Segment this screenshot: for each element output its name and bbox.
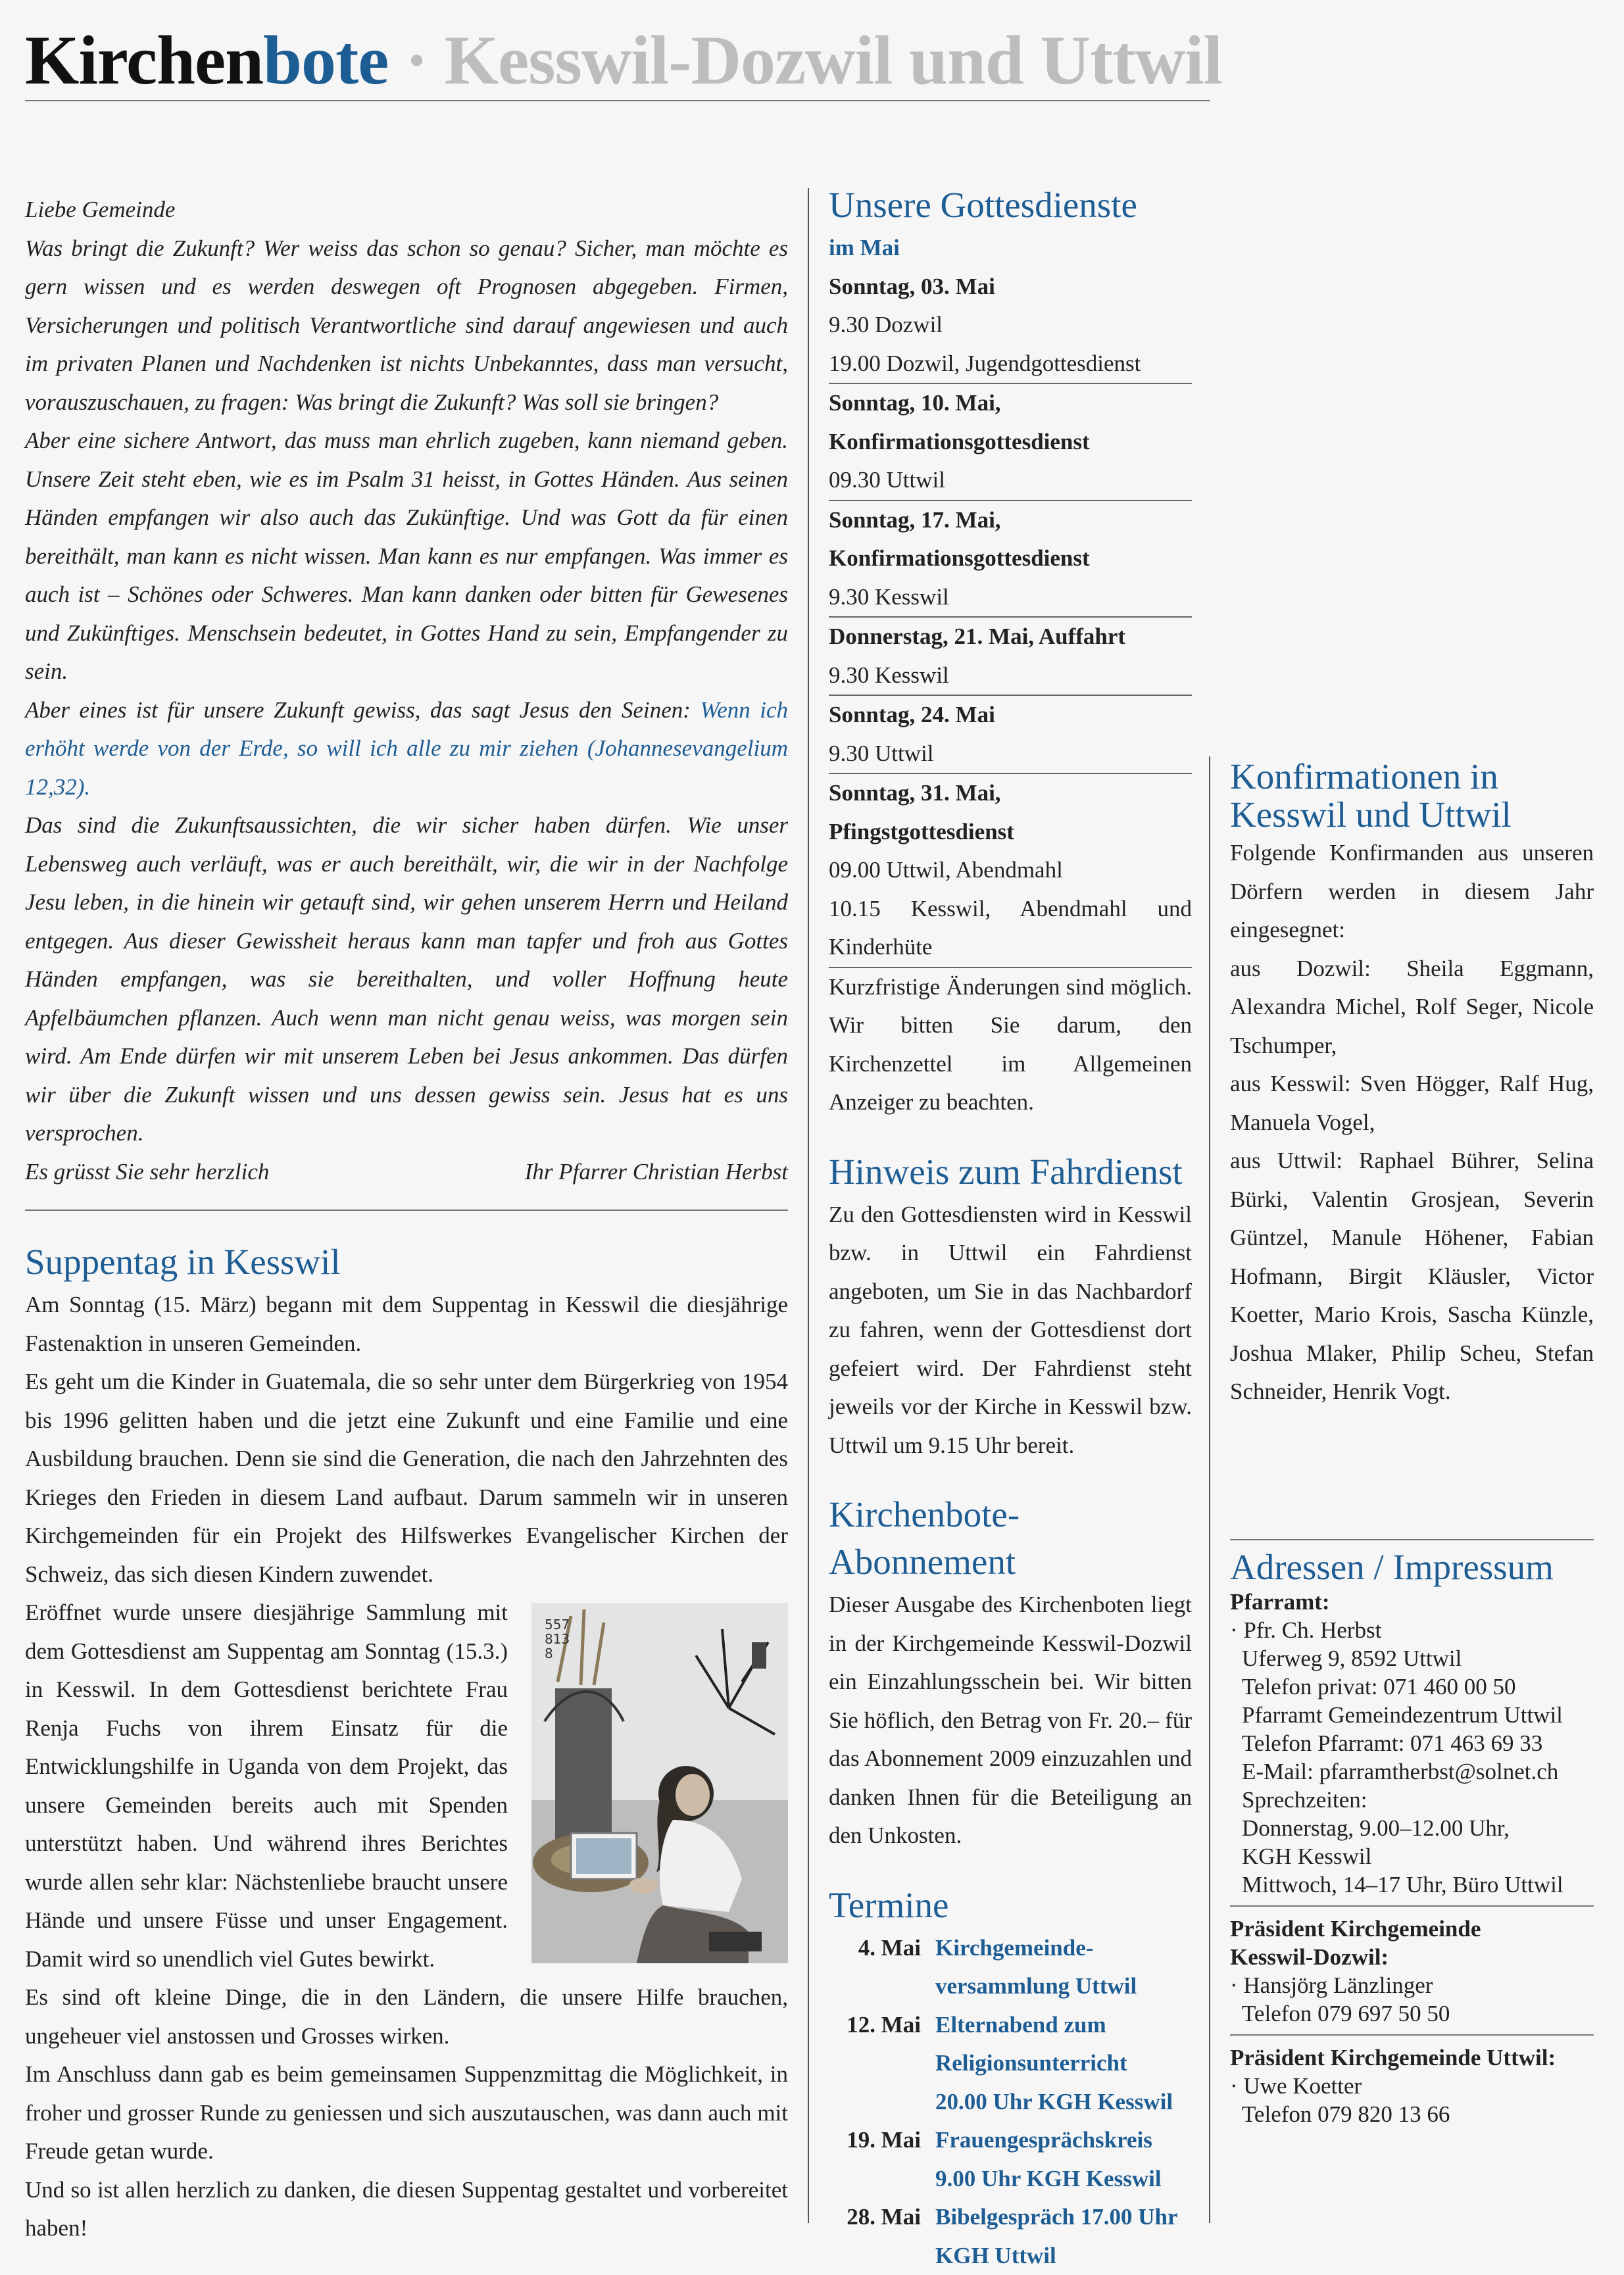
section-divider xyxy=(25,1210,788,1211)
letter-quote-intro: Aber eines ist für unsere Zukunft gewiss, das sagt Jesus den Seinen: xyxy=(25,697,700,723)
service-date: Donnerstag, 21. Mai, Auffahrt xyxy=(829,618,1192,656)
letter-paragraph-2: Aber eine sichere Antwort, das muss man ehrlich zugeben, kann niemand geben. Unsere Zeit steht eben, wie es im Psalm 31 heisst, in Gottes Händen. Aus seinen Händen empfangen wir also auch das Zukünftige. Und was Gott da für einen bereithält, man kann es nicht wissen. Man kann es nur empfangen. Was immer es auch ist – Schönes oder Schweres. Man kann danken oder bitten für Gewesenes und Zukünftiges. Menschsein bedeutet, in Gottes Hand zu sein, Empfangender zu sein. xyxy=(25,422,788,691)
konfirmationen-section xyxy=(1230,758,1594,1411)
service-date: Sonntag, 24. Mai xyxy=(829,696,1192,735)
termin-item xyxy=(829,2198,1192,2275)
service-date: Sonntag, 31. Mai, xyxy=(829,774,1192,813)
termin-line: versammlung Uttwil xyxy=(935,1967,1192,2006)
konfirmanden-kesswil: aus Kesswil: Sven Högger, Ralf Hug, Manuela Vogel, xyxy=(1230,1065,1594,1142)
termin-line: KGH Uttwil xyxy=(935,2237,1192,2275)
termine-section xyxy=(829,1882,1192,2275)
service-line: 10.15 Kesswil, Abendmahl und Kinderhüte xyxy=(829,890,1192,967)
konfirmanden-uttwil: aus Uttwil: Raphael Bührer, Selina Bürki, Valentin Grosjean, Severin Güntzel, Manule Höhener, Fabian Hofmann, Birgit Kläusler, Victor Koetter, Mario Krois, Sascha Künzle, Joshua Mlaker, Philip Scheu, Stefan Schneider, Henrik Vogt. xyxy=(1230,1142,1594,1411)
service-line: 9.30 Dozwil xyxy=(829,306,1192,345)
termin-line: Bibelgespräch 17.00 Uhr xyxy=(935,2198,1192,2237)
letter-salutation: Liebe Gemeinde xyxy=(25,191,788,230)
suppentag-heading: Suppentag in Kesswil xyxy=(25,1238,788,1286)
termin-date: 19. Mai xyxy=(829,2121,935,2198)
service-date: Sonntag, 03. Mai xyxy=(829,268,1192,306)
service-item xyxy=(829,774,1192,968)
service-line: 09.00 Uttwil, Abendmahl xyxy=(829,851,1192,890)
pfarramt-email: E-Mail: pfarramtherbst@solnet.ch xyxy=(1230,1757,1594,1786)
photo-woman-laptop xyxy=(531,1603,788,1963)
konfirmationen-heading-line-2: Kesswil und Uttwil xyxy=(1230,795,1512,835)
service-date: Sonntag, 10. Mai, xyxy=(829,384,1192,423)
photo-number-3: 8 xyxy=(545,1646,553,1661)
service-item xyxy=(829,384,1192,501)
masthead-title xyxy=(25,20,1209,101)
termin-item xyxy=(829,2121,1192,2198)
service-type: Pfingstgottesdienst xyxy=(829,813,1192,852)
suppentag-photo xyxy=(531,1603,788,1963)
termin-line: Kirchgemeinde- xyxy=(935,1929,1192,1968)
pfarramt-hours-1: Donnerstag, 9.00–12.00 Uhr, xyxy=(1230,1814,1594,1842)
service-type: Konfirmationsgottesdienst xyxy=(829,539,1192,578)
pfarramt-hours-1-place: KGH Kesswil xyxy=(1230,1842,1594,1871)
fahrdienst-heading: Hinweis zum Fahrdienst xyxy=(829,1148,1192,1196)
service-line: 9.30 Kesswil xyxy=(829,656,1192,695)
services-section xyxy=(829,182,1192,1122)
service-line: 9.30 Uttwil xyxy=(829,735,1192,773)
photo-number-2: 813 xyxy=(545,1631,570,1647)
column-middle xyxy=(829,182,1192,2275)
praesident-kd-phone: Telefon 079 697 50 50 xyxy=(1230,1999,1594,2028)
services-heading: Unsere Gottesdienste xyxy=(829,182,1192,229)
abo-section xyxy=(829,1491,1192,1855)
praesident-uttwil-label: Präsident Kirchgemeinde Uttwil: xyxy=(1230,2043,1594,2072)
masthead-bote: bote xyxy=(263,22,388,99)
termin-item xyxy=(829,1929,1192,2006)
praesident-uttwil-name: · Uwe Koetter xyxy=(1230,2072,1594,2100)
suppentag-paragraph-1: Am Sonntag (15. März) begann mit dem Suppentag in Kesswil die diesjährige Fastenaktion in unseren Gemeinden. xyxy=(25,1286,788,1363)
termin-date: 12. Mai xyxy=(829,2006,935,2122)
column-divider-2 xyxy=(1209,756,1210,2223)
suppentag-paragraph-5: Im Anschluss dann gab es beim gemeinsamen Suppenzmittag die Möglichkeit, in froher und grosser Runde zu geniessen und sich auszutauschen, was dann auch mit Freude getan wurde. xyxy=(25,2055,788,2171)
impressum-divider xyxy=(1230,1905,1594,1907)
termin-line: 9.00 Uhr KGH Kesswil xyxy=(935,2160,1192,2199)
praesident-kd-name: · Hansjörg Länzlinger xyxy=(1230,1971,1594,1999)
praesident-kd-label: Präsident Kirchgemeinde xyxy=(1230,1915,1594,1943)
pfarramt-phone-office: Telefon Pfarramt: 071 463 69 33 xyxy=(1230,1729,1594,1757)
pfarramt-phone-private: Telefon privat: 071 460 00 50 xyxy=(1230,1673,1594,1701)
impressum-heading: Adressen / Impressum xyxy=(1230,1547,1594,1588)
masthead-rule xyxy=(25,100,1210,101)
service-date: Sonntag, 17. Mai, xyxy=(829,501,1192,540)
termin-line: Elternabend zum xyxy=(935,2006,1192,2045)
column-right xyxy=(1230,758,1594,1411)
pastor-letter xyxy=(25,191,788,1191)
masthead-kirchen: Kirchen xyxy=(25,22,263,99)
masthead xyxy=(25,20,1209,101)
konfirmanden-dozwil: aus Dozwil: Sheila Eggmann, Alexandra Michel, Rolf Seger, Nicole Tschumper, xyxy=(1230,950,1594,1065)
suppentag-paragraph-4: Es sind oft kleine Dinge, die in den Ländern, die unsere Hilfe brauchen, ungeheuer viel anstossen und Grosses wirken. xyxy=(25,1978,788,2055)
impressum-content xyxy=(1230,1547,1594,2128)
column-left xyxy=(25,191,788,2248)
impressum-divider xyxy=(1230,1539,1594,1540)
pfarramt-hours-label: Sprechzeiten: xyxy=(1230,1786,1594,1814)
suppentag-section xyxy=(25,1238,788,2248)
termine-heading: Termine xyxy=(829,1882,1192,1929)
photo-number-1: 557 xyxy=(545,1617,570,1632)
service-type: Konfirmationsgottesdienst xyxy=(829,423,1192,462)
termin-event xyxy=(935,2006,1192,2122)
letter-paragraph-3 xyxy=(25,691,788,807)
termin-date: 4. Mai xyxy=(829,1929,935,2006)
termin-line: 20.00 Uhr KGH Kesswil xyxy=(935,2083,1192,2122)
suppentag-paragraph-3: Eröffnet wurde unsere diesjährige Sammlung mit dem Gottesdienst am Suppentag am Sonntag (15.3.) in Kesswil. In dem Gottesdienst berichtete Frau Renja Fuchs von ihrem Einsatz für die Entwicklungshilfe in Uganda von dem Projekt, das unsere Gemeinden bereits auch mit Spenden unterstützt haben. Und während ihres Berichtes wurde allen sehr klar: Nächstenliebe braucht unsere Hände und unsere Füsse und unser Engagement. Damit wird so unendlich viel Gutes bewirkt. xyxy=(25,1594,788,1978)
praesident-kd-label-2: Kesswil-Dozwil: xyxy=(1230,1943,1594,1971)
suppentag-paragraph-6: Und so ist allen herzlich zu danken, die diesen Suppentag gestaltet und vorbereitet haben! xyxy=(25,2171,788,2248)
pfarramt-location: Pfarramt Gemeindezentrum Uttwil xyxy=(1230,1701,1594,1729)
letter-signature: Ihr Pfarrer Christian Herbst xyxy=(525,1153,788,1192)
letter-signoff xyxy=(25,1153,788,1192)
service-item xyxy=(829,268,1192,385)
services-note: Kurzfristige Änderungen sind möglich. Wir bitten Sie darum, den Kirchenzettel im Allgemeinen Anzeiger zu beachten. xyxy=(829,968,1192,1122)
abo-heading: Kirchenbote-Abonnement xyxy=(829,1491,1192,1586)
abo-text: Dieser Ausgabe des Kirchenboten liegt in der Kirchgemeinde Kesswil-Dozwil ein Einzahlungsschein bei. Wir bitten Sie höflich, den Betrag von Fr. 20.– für das Abonnement 2009 einzuzahlen und danken Ihnen für die Beteiligung an den Unkosten. xyxy=(829,1586,1192,1855)
suppentag-paragraph-2: Es geht um die Kinder in Guatemala, die so sehr unter dem Bürgerkrieg von 1954 bis 1996 gelitten haben und die jetzt eine Zukunft und eine Familie und eine Ausbildung brauchen. Denn sie sind die Generation, die nach den Jahrzehnten des Krieges den Frieden in diesem Land aufbaut. Darum sammeln wir in unseren Kirchgemeinden für ein Projekt des Hilfswerkes Evangelischer Kirchen der Schweiz, das sich diesen Kindern zuwendet. xyxy=(25,1363,788,1594)
service-line: 09.30 Uttwil xyxy=(829,461,1192,500)
pfarramt-hours-2: Mittwoch, 14–17 Uhr, Büro Uttwil xyxy=(1230,1871,1594,1899)
services-subtitle: im Mai xyxy=(829,229,1192,268)
service-item xyxy=(829,696,1192,774)
letter-bible-quote: Wenn ich erhöht werde von der Erde, so will ich alle zu mir ziehen (Johannesevangelium 12,32). xyxy=(25,697,788,800)
termin-line: Frauengesprächskreis xyxy=(935,2121,1192,2160)
column-divider-1 xyxy=(808,188,809,2223)
termin-event xyxy=(935,2121,1192,2198)
konfirmationen-heading xyxy=(1230,758,1594,834)
fahrdienst-text: Zu den Gottesdiensten wird in Kesswil bzw. in Uttwil ein Fahrdienst angeboten, um Sie in das Nachbardorf zu fahren, wenn der Gottesdienst dort gefeiert wird. Der Fahrdienst steht jeweils vor der Kirche in Kesswil bzw. Uttwil um 9.15 Uhr bereit. xyxy=(829,1196,1192,1465)
impressum-divider xyxy=(1230,2034,1594,2036)
masthead-region: · Kesswil-Dozwil und Uttwil xyxy=(388,22,1222,99)
termin-item xyxy=(829,2006,1192,2122)
impressum-section xyxy=(1230,1539,1594,2128)
pfarramt-address: Uferweg 9, 8592 Uttwil xyxy=(1230,1644,1594,1673)
service-item xyxy=(829,618,1192,696)
service-item xyxy=(829,501,1192,618)
termin-line: Religionsunterricht xyxy=(935,2044,1192,2083)
termin-event xyxy=(935,2198,1192,2275)
termin-event xyxy=(935,1929,1192,2006)
pfarramt-label: Pfarramt: xyxy=(1230,1588,1594,1616)
termin-date: 28. Mai xyxy=(829,2198,935,2275)
pfarramt-name: · Pfr. Ch. Herbst xyxy=(1230,1616,1594,1644)
letter-paragraph-1: Was bringt die Zukunft? Wer weiss das schon so genau? Sicher, man möchte es gern wissen und es werden deswegen oft Prognosen abgegeben. Firmen, Versicherungen und politisch Verantwortliche sind darauf angewiesen und auch im privaten Planen und Nachdenken ist nichts Unbekanntes, dass man versucht, vorauszuschauen, zu fragen: Was bringt die Zukunft? Was soll sie bringen? xyxy=(25,230,788,422)
fahrdienst-section xyxy=(829,1148,1192,1465)
letter-paragraph-4: Das sind die Zukunftsaussichten, die wir sicher haben dürfen. Wie unser Lebensweg auch verläuft, was er auch bereithält, wir, die wir in der Nachfolge Jesu leben, in die hinein wir getauft sind, wir gehen unserem Herrn und Heiland entgegen. Aus dieser Gewissheit heraus kann man tapfer und froh aus Gottes Händen empfangen, was sie bereithalten, und voller Hoffnung heute Apfelbäumchen pflanzen. Auch wenn man nicht genau weiss, was morgen sein wird. Am Ende dürfen wir mit unserem Leben bei Jesus ankommen. Das dürfen wir über die Zukunft wissen und uns dessen gewiss sein. Jesus hat es uns versprochen. xyxy=(25,806,788,1153)
service-line: 9.30 Kesswil xyxy=(829,578,1192,617)
letter-greeting: Es grüsst Sie sehr herzlich xyxy=(25,1153,269,1192)
konfirmationen-heading-line-1: Konfirmationen in xyxy=(1230,756,1498,796)
praesident-uttwil-phone: Telefon 079 820 13 66 xyxy=(1230,2100,1594,2128)
service-line: 19.00 Dozwil, Jugendgottesdienst xyxy=(829,345,1192,383)
konfirmationen-intro: Folgende Konfirmanden aus unseren Dörfern werden in diesem Jahr eingesegnet: xyxy=(1230,834,1594,950)
